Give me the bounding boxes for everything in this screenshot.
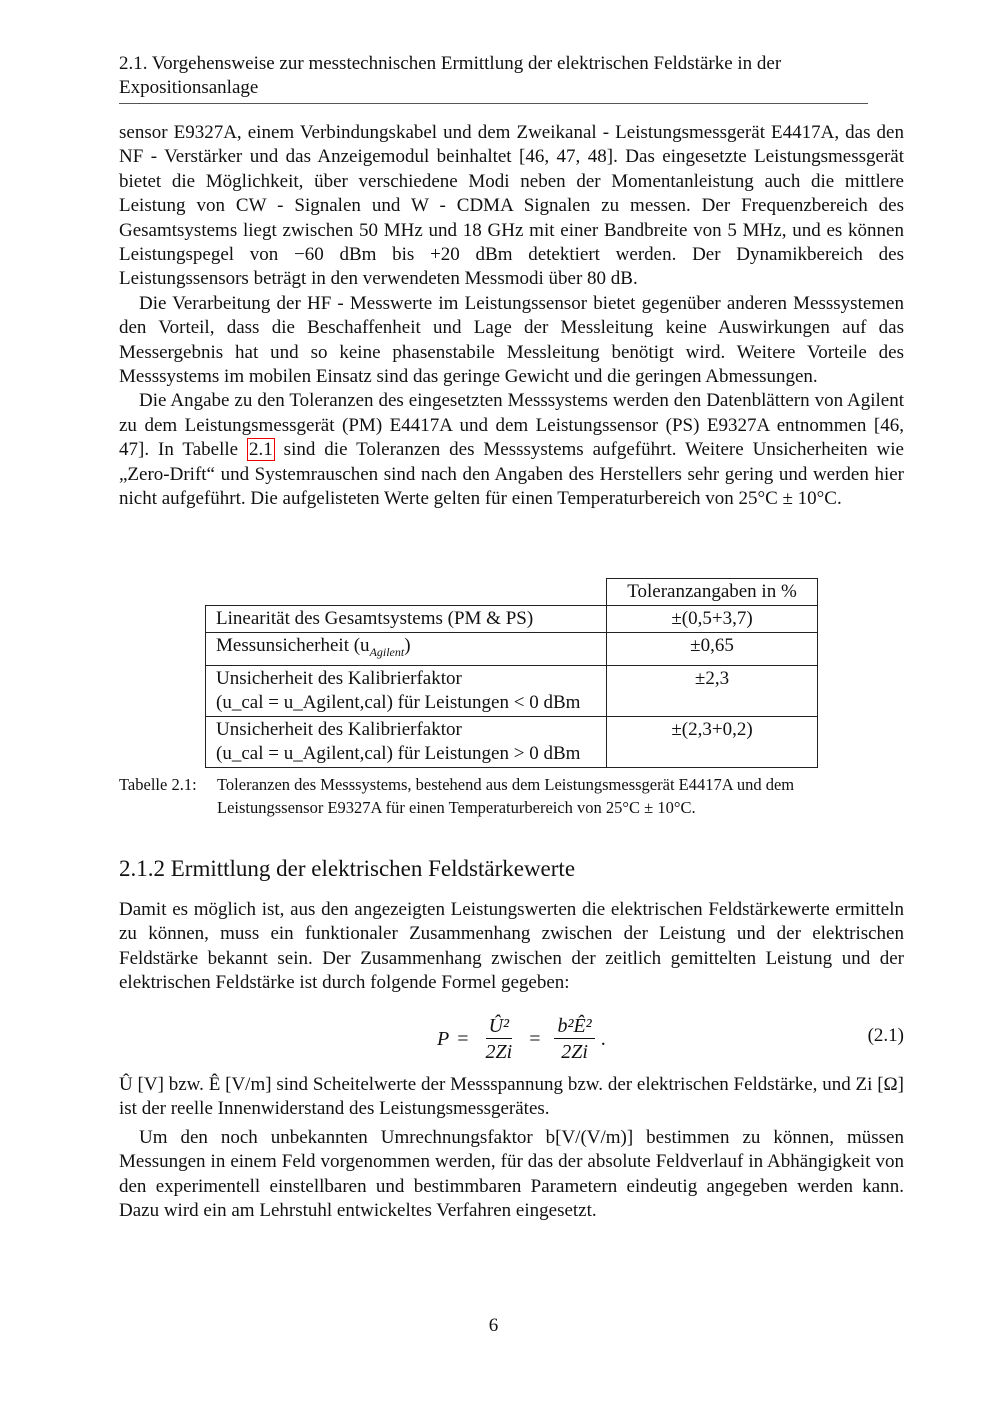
caption-label: Tabelle 2.1: xyxy=(119,775,197,794)
paragraph-1: sensor E9327A, einem Verbindungskabel und dem Zweikanal - Leistungsmessgerät E4417A, das den NF - Verstärker und das Anzeigemodul beinhaltet [46, 47, 48]. Das eingesetzte Leistungsmessgerät bietet die Möglichkeit, über verschiedene Modi neben der Momentanleistung auch die mittlere Leistung von CW - Signalen und W - CDMA Signalen zu messen. Der Frequenzbereich des Gesamtsystems liegt zwischen 50 MHz und 18 GHz mit einer Bandbreite von 5 MHz, und es können Leistungspegel von −60 dBm bis +20 dBm detektiert werden. Der Dynamikbereich des Leistungssensors beträgt in den verwendeten Messmodi über 80 dB. xyxy=(119,122,904,290)
table-row-value: ±0,65 xyxy=(607,633,818,666)
eq-fraction-1 xyxy=(483,1014,516,1065)
body-section-3 xyxy=(119,1073,904,1223)
table-row-label-line1: Unsicherheit des Kalibrierfaktor xyxy=(216,718,462,740)
table-row-label-close: ) xyxy=(404,635,411,656)
paragraph-5: Û [V] bzw. Ê [V/m] sind Scheitelwerte der Messspannung bzw. der elektrischen Feldstärke, und Zi [Ω] ist der reelle Innenwiderstand des Leistungsmessgerätes. xyxy=(119,1074,904,1120)
table-row-label-line2: (u_cal = u_Agilent,cal) für Leistungen < 0 dBm xyxy=(216,691,581,713)
table-header-row xyxy=(206,579,818,606)
eq-fraction-1-denominator: 2Zi xyxy=(485,1040,513,1063)
paragraph-3-text-b: sind die Toleranzen des Messsystems aufgeführt. Weitere Unsicherheiten wie „Zero-Drift“ und Systemrauschen sind nach den Angaben des Herstellers sehr gering und werden hier nicht aufgeführt. Die aufgelisteten Werte gelten für einen Temperaturbereich von 25°C ± 10°C. xyxy=(119,439,904,510)
table-row xyxy=(206,665,818,716)
header-rule xyxy=(119,103,868,104)
table-row-label xyxy=(206,716,607,767)
table-row-label xyxy=(206,633,607,666)
table-column-header: Toleranzangaben in % xyxy=(607,579,818,606)
table-row-value: ±(0,5+3,7) xyxy=(607,606,818,633)
eq-equals-2: = xyxy=(529,1027,541,1050)
running-header xyxy=(119,52,868,100)
equation-2-1 xyxy=(119,1010,904,1070)
table-caption xyxy=(119,773,904,819)
paragraph-6: Um den noch unbekannten Umrechnungsfaktor b[V/(V/m)] bestimmen zu können, müssen Messungen in einem Feld vorgenommen werden, für das der absolute Feldverlauf in Abhängigkeit von den experimentell einstellbaren und bestimmbaren Parametern eindeutig angegeben werden kann. Dazu wird ein am Lehrstuhl entwickeltes Verfahren eingesetzt. xyxy=(119,1126,904,1222)
eq-period: . xyxy=(600,1027,606,1050)
equation-body xyxy=(437,1010,606,1068)
paragraph-3 xyxy=(119,389,904,511)
eq-fraction-2-denominator: 2Zi xyxy=(561,1040,588,1063)
paragraph-2: Die Verarbeitung der HF - Messwerte im Leistungssensor bietet gegenüber anderen Messsystemen den Vorteil, dass die Beschaffenheit und Lage der Messleitung keine Auswirkungen auf das Messergebnis hat und so keine phasenstabile Messleitung benötigt wird. Weitere Vorteile des Messsystems im mobilen Einsatz sind das geringe Gewicht und die geringen Abmessungen. xyxy=(119,292,904,388)
equation-number: (2.1) xyxy=(867,1025,904,1046)
page-number: 6 xyxy=(488,1315,499,1336)
eq-equals-1: = xyxy=(457,1027,469,1050)
paragraph-4: Damit es möglich ist, aus den angezeigten Leistungswerten die elektrischen Feldstärkewerte ermitteln zu können, muss ein funktionaler Zusammenhang zwischen der Leistung und der elektrischen Feldstärke bekannt sein. Der Zusammenhang zwischen der zeitlich gemittelten Leistung und der elektrischen Feldstärke ist durch folgende Formel gegeben: xyxy=(119,899,904,994)
table-row xyxy=(206,606,818,633)
eq-fraction-1-numerator: Û² xyxy=(486,1014,512,1039)
paragraph-3-text-a: Die Angabe zu den Toleranzen des eingesetzten Messsystems werden den Datenblättern von Agilent zu dem Leistungsmessgerät (PM) E4417A und dem Leistungssensor (PS) E9327A entnommen [46, 47]. In Tabelle xyxy=(119,390,904,461)
caption-text: Toleranzen des Messsystems, bestehend aus dem Leistungsmessgerät E4417A und dem Leistungssensor E9327A für einen Temperaturbereich von 25°C ± 10°C. xyxy=(217,775,795,817)
table-row-label: Linearität des Gesamtsystems (PM & PS) xyxy=(206,606,607,633)
eq-fraction-2 xyxy=(554,1014,594,1065)
eq-lhs: P xyxy=(437,1027,450,1050)
table-row xyxy=(206,716,818,767)
table-header-empty-cell xyxy=(206,579,607,606)
table-reference-link[interactable]: 2.1 xyxy=(249,439,273,461)
table-row-value: ±(2,3+0,2) xyxy=(607,716,818,767)
running-header-line2: Expositionsanlage xyxy=(119,77,259,98)
table-row-label-line1: Unsicherheit des Kalibrierfaktor xyxy=(216,667,462,689)
table-row-label-text: Messunsicherheit (u xyxy=(216,635,370,656)
tolerance-table xyxy=(205,578,818,768)
table-row-value: ±2,3 xyxy=(607,665,818,716)
table-row-label-line2: (u_cal = u_Agilent,cal) für Leistungen > 0 dBm xyxy=(216,742,581,764)
table-row-label xyxy=(206,665,607,716)
running-header-line1: 2.1. Vorgehensweise zur messtechnischen Ermittlung der elektrischen Feldstärke in der xyxy=(119,53,782,74)
body-section-2 xyxy=(119,898,904,996)
body-section-1 xyxy=(119,121,904,512)
table-row xyxy=(206,633,818,666)
table-row-label-subscript: Agilent xyxy=(369,644,405,659)
eq-fraction-2-numerator: b²Ê² xyxy=(554,1014,594,1039)
section-heading: 2.1.2 Ermittlung der elektrischen Feldstärkewerte xyxy=(119,856,576,881)
